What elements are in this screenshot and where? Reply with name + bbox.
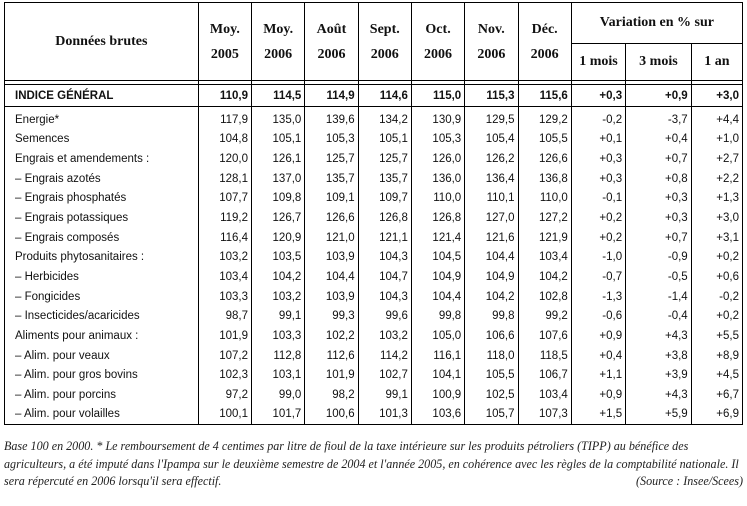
table-cell: +6,7 [691, 385, 742, 405]
table-cell: 120,0 [198, 149, 251, 169]
table-cell: +4,5 [691, 365, 742, 385]
table-cell: +4,3 [626, 326, 692, 346]
table-cell: 106,7 [518, 365, 571, 385]
row-label: – Insecticides/acaricides [5, 306, 199, 326]
table-cell: 126,8 [411, 208, 464, 228]
table-cell: 115,3 [465, 85, 518, 107]
table-row [5, 287, 743, 307]
table-cell: -0,2 [571, 110, 625, 130]
price-index-table-container [4, 2, 743, 425]
table-cell: 112,6 [305, 346, 358, 366]
table-cell: 104,3 [358, 247, 411, 267]
column-header-variation-1-month: 1 mois [571, 44, 625, 81]
table-row [5, 365, 743, 385]
table-row [5, 130, 743, 150]
table-cell: 105,3 [305, 130, 358, 150]
table-cell: -0,4 [626, 306, 692, 326]
table-cell: 125,7 [305, 149, 358, 169]
table-cell: 103,6 [411, 405, 464, 425]
table-cell: 126,0 [411, 149, 464, 169]
table-cell: 129,2 [518, 110, 571, 130]
table-cell: 98,2 [305, 385, 358, 405]
table-cell: 107,7 [198, 189, 251, 209]
table-cell: -0,9 [626, 247, 692, 267]
table-cell: 126,8 [358, 208, 411, 228]
table-cell: +0,3 [626, 189, 692, 209]
table-cell: 104,3 [358, 287, 411, 307]
table-cell: 105,5 [518, 130, 571, 150]
table-cell: 134,2 [358, 110, 411, 130]
table-cell: +0,1 [571, 130, 625, 150]
row-label: – Engrais composés [5, 228, 199, 248]
table-row [5, 306, 743, 326]
table-cell: +6,9 [691, 405, 742, 425]
footnote-text: Base 100 en 2000. * Le remboursement de 4 centimes par litre de fioul de la taxe intérieure sur les produits pétroliers (TIPP) au bénéfice des agriculteurs, a été imputé dans l'Ipampa sur le deuxième semestre de 2004 et l'année 2005, en cohérence avec les règles de la comptabilité nationale. Il sera répercuté en 2006 lorsqu'il sera effectif. [4, 439, 739, 488]
table-cell: 109,8 [252, 189, 305, 209]
table-cell: +0,3 [571, 85, 625, 107]
table-cell: 114,6 [358, 85, 411, 107]
table-cell: +0,7 [626, 149, 692, 169]
table-cell: +4,4 [691, 110, 742, 130]
table-cell: 102,3 [198, 365, 251, 385]
table-cell: +3,1 [691, 228, 742, 248]
table-cell: -0,2 [691, 287, 742, 307]
table-cell: 99,6 [358, 306, 411, 326]
column-header-data-type: Données brutes [5, 3, 199, 81]
table-cell: 105,4 [465, 130, 518, 150]
table-row [5, 110, 743, 130]
table-cell: 109,7 [358, 189, 411, 209]
table-cell: 102,7 [358, 365, 411, 385]
table-cell: +0,9 [571, 326, 625, 346]
table-cell: 102,8 [518, 287, 571, 307]
table-cell: 121,4 [411, 228, 464, 248]
table-cell: 121,6 [465, 228, 518, 248]
table-cell: +1,1 [571, 365, 625, 385]
table-cell: 135,0 [252, 110, 305, 130]
table-cell: +0,9 [626, 85, 692, 107]
table-cell: +0,7 [626, 228, 692, 248]
table-cell: 117,9 [198, 110, 251, 130]
table-cell: -0,7 [571, 267, 625, 287]
table-cell: +3,0 [691, 208, 742, 228]
table-cell: +8,9 [691, 346, 742, 366]
table-cell: 137,0 [252, 169, 305, 189]
row-label: Produits phytosanitaires : [5, 247, 199, 267]
table-cell: +0,8 [626, 169, 692, 189]
table-row [5, 267, 743, 287]
row-label: – Alim. pour volailles [5, 405, 199, 425]
column-header-variation-1-year: 1 an [691, 44, 742, 81]
table-cell: 107,2 [198, 346, 251, 366]
table-cell: 118,5 [518, 346, 571, 366]
footnote [4, 438, 743, 491]
table-cell: 104,7 [358, 267, 411, 287]
table-cell: 104,4 [465, 247, 518, 267]
table-cell: +2,7 [691, 149, 742, 169]
table-cell: +0,4 [571, 346, 625, 366]
table-cell: 110,0 [518, 189, 571, 209]
table-row [5, 326, 743, 346]
column-header-period: Oct. 2006 [411, 3, 464, 81]
table-cell: 139,6 [305, 110, 358, 130]
table-row [5, 208, 743, 228]
table-cell: 98,7 [198, 306, 251, 326]
table-cell: +5,5 [691, 326, 742, 346]
table-cell: 100,1 [198, 405, 251, 425]
table-cell: 103,3 [198, 287, 251, 307]
table-row [5, 385, 743, 405]
table-cell: 129,5 [465, 110, 518, 130]
column-header-period: Sept. 2006 [358, 3, 411, 81]
table-cell: 104,4 [305, 267, 358, 287]
table-cell: +0,2 [691, 306, 742, 326]
table-cell: 103,3 [252, 326, 305, 346]
price-index-table [4, 2, 743, 425]
table-cell: -0,6 [571, 306, 625, 326]
table-cell: 135,7 [305, 169, 358, 189]
table-cell: 99,8 [465, 306, 518, 326]
table-cell: 97,2 [198, 385, 251, 405]
table-cell: 105,5 [465, 365, 518, 385]
table-cell: 104,2 [465, 287, 518, 307]
table-cell: 121,1 [358, 228, 411, 248]
row-label: – Alim. pour veaux [5, 346, 199, 366]
table-cell: 110,0 [411, 189, 464, 209]
table-cell: 115,6 [518, 85, 571, 107]
table-cell: +0,3 [571, 169, 625, 189]
table-cell: 101,9 [198, 326, 251, 346]
table-cell: 125,7 [358, 149, 411, 169]
table-cell: 135,7 [358, 169, 411, 189]
table-cell: 110,1 [465, 189, 518, 209]
table-cell: +0,4 [626, 130, 692, 150]
table-cell: -1,0 [571, 247, 625, 267]
table-cell: 104,5 [411, 247, 464, 267]
table-row [5, 149, 743, 169]
table-cell: -1,3 [571, 287, 625, 307]
table-cell: +0,2 [691, 247, 742, 267]
table-cell: 103,2 [198, 247, 251, 267]
table-cell: +1,0 [691, 130, 742, 150]
source-citation: (Source : Insee/Scees) [636, 474, 743, 488]
column-header-period: Déc. 2006 [518, 3, 571, 81]
table-cell: 99,8 [411, 306, 464, 326]
table-cell: 115,0 [411, 85, 464, 107]
table-cell: +4,3 [626, 385, 692, 405]
table-cell: +0,3 [571, 149, 625, 169]
table-cell: 103,4 [198, 267, 251, 287]
table-body [5, 110, 743, 425]
table-cell: -3,7 [626, 110, 692, 130]
table-cell: 104,2 [252, 267, 305, 287]
table-row [5, 405, 743, 425]
row-label: – Engrais azotés [5, 169, 199, 189]
row-label: – Engrais potassiques [5, 208, 199, 228]
table-cell: 103,4 [518, 385, 571, 405]
table-cell: 116,4 [198, 228, 251, 248]
column-header-period: Août 2006 [305, 3, 358, 81]
row-label: – Herbicides [5, 267, 199, 287]
row-label: – Alim. pour porcins [5, 385, 199, 405]
table-cell: 103,9 [305, 287, 358, 307]
table-cell: 107,6 [518, 326, 571, 346]
table-cell: 101,7 [252, 405, 305, 425]
table-cell: 102,2 [305, 326, 358, 346]
table-cell: 103,2 [358, 326, 411, 346]
column-header-period: Moy. 2006 [252, 3, 305, 81]
table-row-index-general [5, 85, 743, 107]
table-cell: 104,4 [411, 287, 464, 307]
table-cell: 116,1 [411, 346, 464, 366]
table-cell: 127,2 [518, 208, 571, 228]
table-cell: 120,9 [252, 228, 305, 248]
table-cell: 128,1 [198, 169, 251, 189]
table-cell: 105,7 [465, 405, 518, 425]
table-cell: 136,0 [411, 169, 464, 189]
table-cell: 103,1 [252, 365, 305, 385]
table-cell: 105,3 [411, 130, 464, 150]
table-cell: +3,8 [626, 346, 692, 366]
table-cell: 104,9 [465, 267, 518, 287]
table-cell: 114,9 [305, 85, 358, 107]
row-label: Aliments pour animaux : [5, 326, 199, 346]
table-cell: 104,8 [198, 130, 251, 150]
table-cell: +0,9 [571, 385, 625, 405]
table-cell: 126,6 [305, 208, 358, 228]
table-cell: 105,1 [358, 130, 411, 150]
table-cell: 99,0 [252, 385, 305, 405]
table-cell: 100,6 [305, 405, 358, 425]
table-cell: 121,9 [518, 228, 571, 248]
table-cell: 107,3 [518, 405, 571, 425]
table-cell: 126,6 [518, 149, 571, 169]
table-row [5, 228, 743, 248]
row-label: INDICE GÉNÉRAL [5, 85, 199, 107]
table-cell: 99,1 [252, 306, 305, 326]
table-cell: 100,9 [411, 385, 464, 405]
table-row [5, 247, 743, 267]
row-label: – Fongicides [5, 287, 199, 307]
table-cell: 114,5 [252, 85, 305, 107]
table-cell: 104,9 [411, 267, 464, 287]
table-cell: 104,2 [518, 267, 571, 287]
table-cell: 99,3 [305, 306, 358, 326]
column-header-period: Moy. 2005 [198, 3, 251, 81]
table-cell: +0,2 [571, 228, 625, 248]
table-cell: 127,0 [465, 208, 518, 228]
table-cell: 105,0 [411, 326, 464, 346]
table-cell: +0,6 [691, 267, 742, 287]
table-cell: 101,9 [305, 365, 358, 385]
row-label: Semences [5, 130, 199, 150]
table-cell: -1,4 [626, 287, 692, 307]
table-row [5, 169, 743, 189]
table-cell: 126,7 [252, 208, 305, 228]
row-label: – Alim. pour gros bovins [5, 365, 199, 385]
table-cell: 99,2 [518, 306, 571, 326]
table-cell: +0,2 [571, 208, 625, 228]
row-label: – Engrais phosphatés [5, 189, 199, 209]
table-cell: 103,9 [305, 247, 358, 267]
table-cell: 130,9 [411, 110, 464, 130]
row-label: Energie* [5, 110, 199, 130]
table-cell: +5,9 [626, 405, 692, 425]
table-cell: +1,5 [571, 405, 625, 425]
table-cell: +2,2 [691, 169, 742, 189]
column-header-period: Nov. 2006 [465, 3, 518, 81]
table-row [5, 346, 743, 366]
column-header-variation: Variation en % sur [571, 3, 742, 44]
table-cell: 112,8 [252, 346, 305, 366]
table-cell: 119,2 [198, 208, 251, 228]
column-header-variation-3-months: 3 mois [626, 44, 692, 81]
table-cell: 99,1 [358, 385, 411, 405]
table-cell: 136,8 [518, 169, 571, 189]
table-cell: 103,4 [518, 247, 571, 267]
table-cell: +3,0 [691, 85, 742, 107]
table-cell: 105,1 [252, 130, 305, 150]
table-cell: 126,1 [252, 149, 305, 169]
table-cell: -0,5 [626, 267, 692, 287]
table-cell: 114,2 [358, 346, 411, 366]
table-cell: 104,1 [411, 365, 464, 385]
table-cell: 101,3 [358, 405, 411, 425]
table-cell: 103,5 [252, 247, 305, 267]
table-cell: 103,2 [252, 287, 305, 307]
table-cell: 109,1 [305, 189, 358, 209]
table-cell: 106,6 [465, 326, 518, 346]
table-cell: 136,4 [465, 169, 518, 189]
table-cell: +0,3 [626, 208, 692, 228]
table-cell: 126,2 [465, 149, 518, 169]
table-cell: +1,3 [691, 189, 742, 209]
table-cell: 121,0 [305, 228, 358, 248]
row-label: Engrais et amendements : [5, 149, 199, 169]
table-cell: 118,0 [465, 346, 518, 366]
table-cell: -0,1 [571, 189, 625, 209]
table-cell: +3,9 [626, 365, 692, 385]
table-cell: 110,9 [198, 85, 251, 107]
table-row [5, 189, 743, 209]
table-cell: 102,5 [465, 385, 518, 405]
